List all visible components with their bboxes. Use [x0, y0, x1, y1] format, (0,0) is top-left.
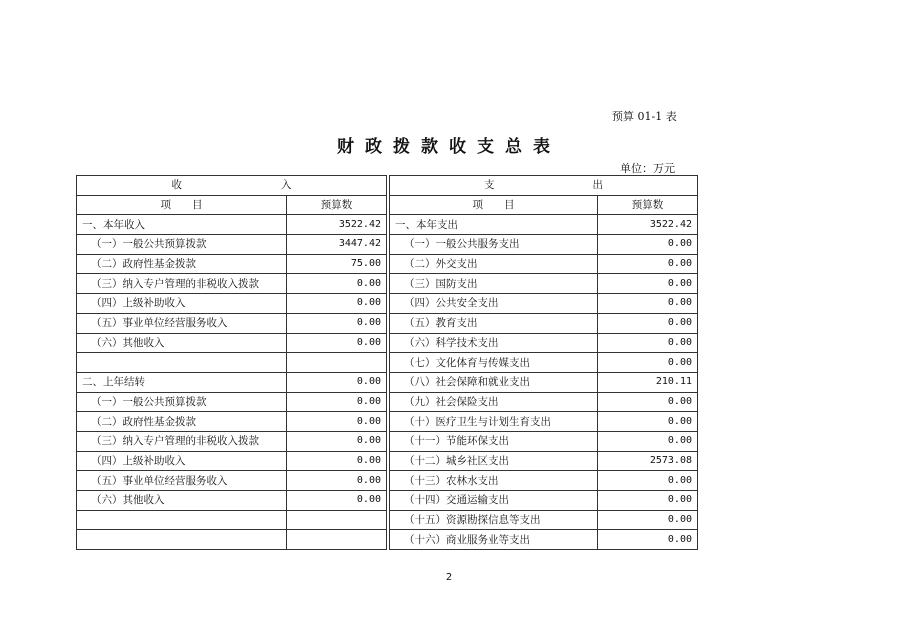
- table-row: [77, 491, 698, 511]
- income-budget: [287, 510, 387, 530]
- expense-item: （八）社会保障和就业支出: [390, 372, 598, 392]
- expense-budget: 0.00: [598, 274, 698, 294]
- income-item: [77, 530, 287, 550]
- expense-budget: 0.00: [598, 294, 698, 314]
- expense-budget: 0.00: [598, 235, 698, 255]
- income-budget: 0.00: [287, 471, 387, 491]
- table-row: [77, 333, 698, 353]
- income-budget: 0.00: [287, 451, 387, 471]
- income-item: [77, 353, 287, 373]
- income-budget: 0.00: [287, 372, 387, 392]
- expense-item: （十三）农林水支出: [390, 471, 598, 491]
- expense-item: （十）医疗卫生与计划生育支出: [390, 412, 598, 432]
- table-row: [77, 392, 698, 412]
- col-item-left: 项 目: [77, 195, 287, 215]
- table-row: [77, 274, 698, 294]
- income-item: 一、本年收入: [77, 215, 287, 235]
- income-header: 收 入: [77, 176, 387, 196]
- table-row: [77, 372, 698, 392]
- budget-summary-table: [76, 175, 698, 550]
- income-item: （四）上级补助收入: [77, 451, 287, 471]
- expense-item: （二）外交支出: [390, 254, 598, 274]
- expense-budget: 0.00: [598, 254, 698, 274]
- income-item: （五）事业单位经营服务收入: [77, 471, 287, 491]
- expense-item: （十一）节能环保支出: [390, 431, 598, 451]
- expense-header: 支 出: [390, 176, 698, 196]
- income-item: （三）纳入专户管理的非税收入拨款: [77, 431, 287, 451]
- expense-item: 一、本年支出: [390, 215, 598, 235]
- expense-budget: 0.00: [598, 392, 698, 412]
- expense-budget: 0.00: [598, 471, 698, 491]
- expense-item: （五）教育支出: [390, 313, 598, 333]
- income-budget: 3522.42: [287, 215, 387, 235]
- income-item: （六）其他收入: [77, 333, 287, 353]
- expense-budget: 0.00: [598, 530, 698, 550]
- expense-budget: 0.00: [598, 510, 698, 530]
- income-budget: [287, 530, 387, 550]
- col-budget-left: 预算数: [287, 195, 387, 215]
- expense-item: （六）科学技术支出: [390, 333, 598, 353]
- income-budget: 0.00: [287, 491, 387, 511]
- table-group-header: [77, 176, 698, 196]
- expense-item: （三）国防支出: [390, 274, 598, 294]
- expense-item: （十五）资源勘探信息等支出: [390, 510, 598, 530]
- expense-item: （十四）交通运输支出: [390, 491, 598, 511]
- income-budget: [287, 353, 387, 373]
- table-row: [77, 294, 698, 314]
- expense-item: （七）文化体育与传媒支出: [390, 353, 598, 373]
- table-row: [77, 530, 698, 550]
- income-item: 二、上年结转: [77, 372, 287, 392]
- expense-budget: 210.11: [598, 372, 698, 392]
- income-budget: 0.00: [287, 294, 387, 314]
- expense-budget: 0.00: [598, 412, 698, 432]
- income-item: （二）政府性基金拨款: [77, 412, 287, 432]
- income-budget: 0.00: [287, 392, 387, 412]
- page-number: 2: [445, 572, 453, 583]
- expense-budget: 0.00: [598, 431, 698, 451]
- income-item: （五）事业单位经营服务收入: [77, 313, 287, 333]
- expense-budget: 0.00: [598, 333, 698, 353]
- income-budget: 0.00: [287, 412, 387, 432]
- income-item: （二）政府性基金拨款: [77, 254, 287, 274]
- unit-label: 单位：万元: [620, 162, 675, 175]
- expense-budget: 0.00: [598, 313, 698, 333]
- expense-budget: 0.00: [598, 491, 698, 511]
- income-budget: 0.00: [287, 431, 387, 451]
- expense-budget: 0.00: [598, 353, 698, 373]
- income-budget: 0.00: [287, 274, 387, 294]
- expense-item: （十二）城乡社区支出: [390, 451, 598, 471]
- table-row: [77, 215, 698, 235]
- expense-item: （九）社会保险支出: [390, 392, 598, 412]
- income-item: （四）上级补助收入: [77, 294, 287, 314]
- table-row: [77, 451, 698, 471]
- income-budget: 3447.42: [287, 235, 387, 255]
- income-item: （三）纳入专户管理的非税收入拨款: [77, 274, 287, 294]
- table-row: [77, 412, 698, 432]
- table-row: [77, 353, 698, 373]
- expense-budget: 3522.42: [598, 215, 698, 235]
- table-column-header: [77, 195, 698, 215]
- income-budget: 0.00: [287, 313, 387, 333]
- expense-item: （一）一般公共服务支出: [390, 235, 598, 255]
- page-title: 财政拨款收支总表: [337, 137, 561, 157]
- table-row: [77, 254, 698, 274]
- table-row: [77, 510, 698, 530]
- income-budget: 75.00: [287, 254, 387, 274]
- income-item: （六）其他收入: [77, 491, 287, 511]
- income-item: [77, 510, 287, 530]
- table-row: [77, 471, 698, 491]
- col-budget-right: 预算数: [598, 195, 698, 215]
- col-item-right: 项 目: [390, 195, 598, 215]
- table-row: [77, 235, 698, 255]
- income-item: （一）一般公共预算拨款: [77, 235, 287, 255]
- income-item: （一）一般公共预算拨款: [77, 392, 287, 412]
- expense-budget: 2573.08: [598, 451, 698, 471]
- expense-item: （十六）商业服务业等支出: [390, 530, 598, 550]
- form-number: 预算 01-1 表: [612, 110, 677, 123]
- income-budget: 0.00: [287, 333, 387, 353]
- table-row: [77, 431, 698, 451]
- table-row: [77, 313, 698, 333]
- expense-item: （四）公共安全支出: [390, 294, 598, 314]
